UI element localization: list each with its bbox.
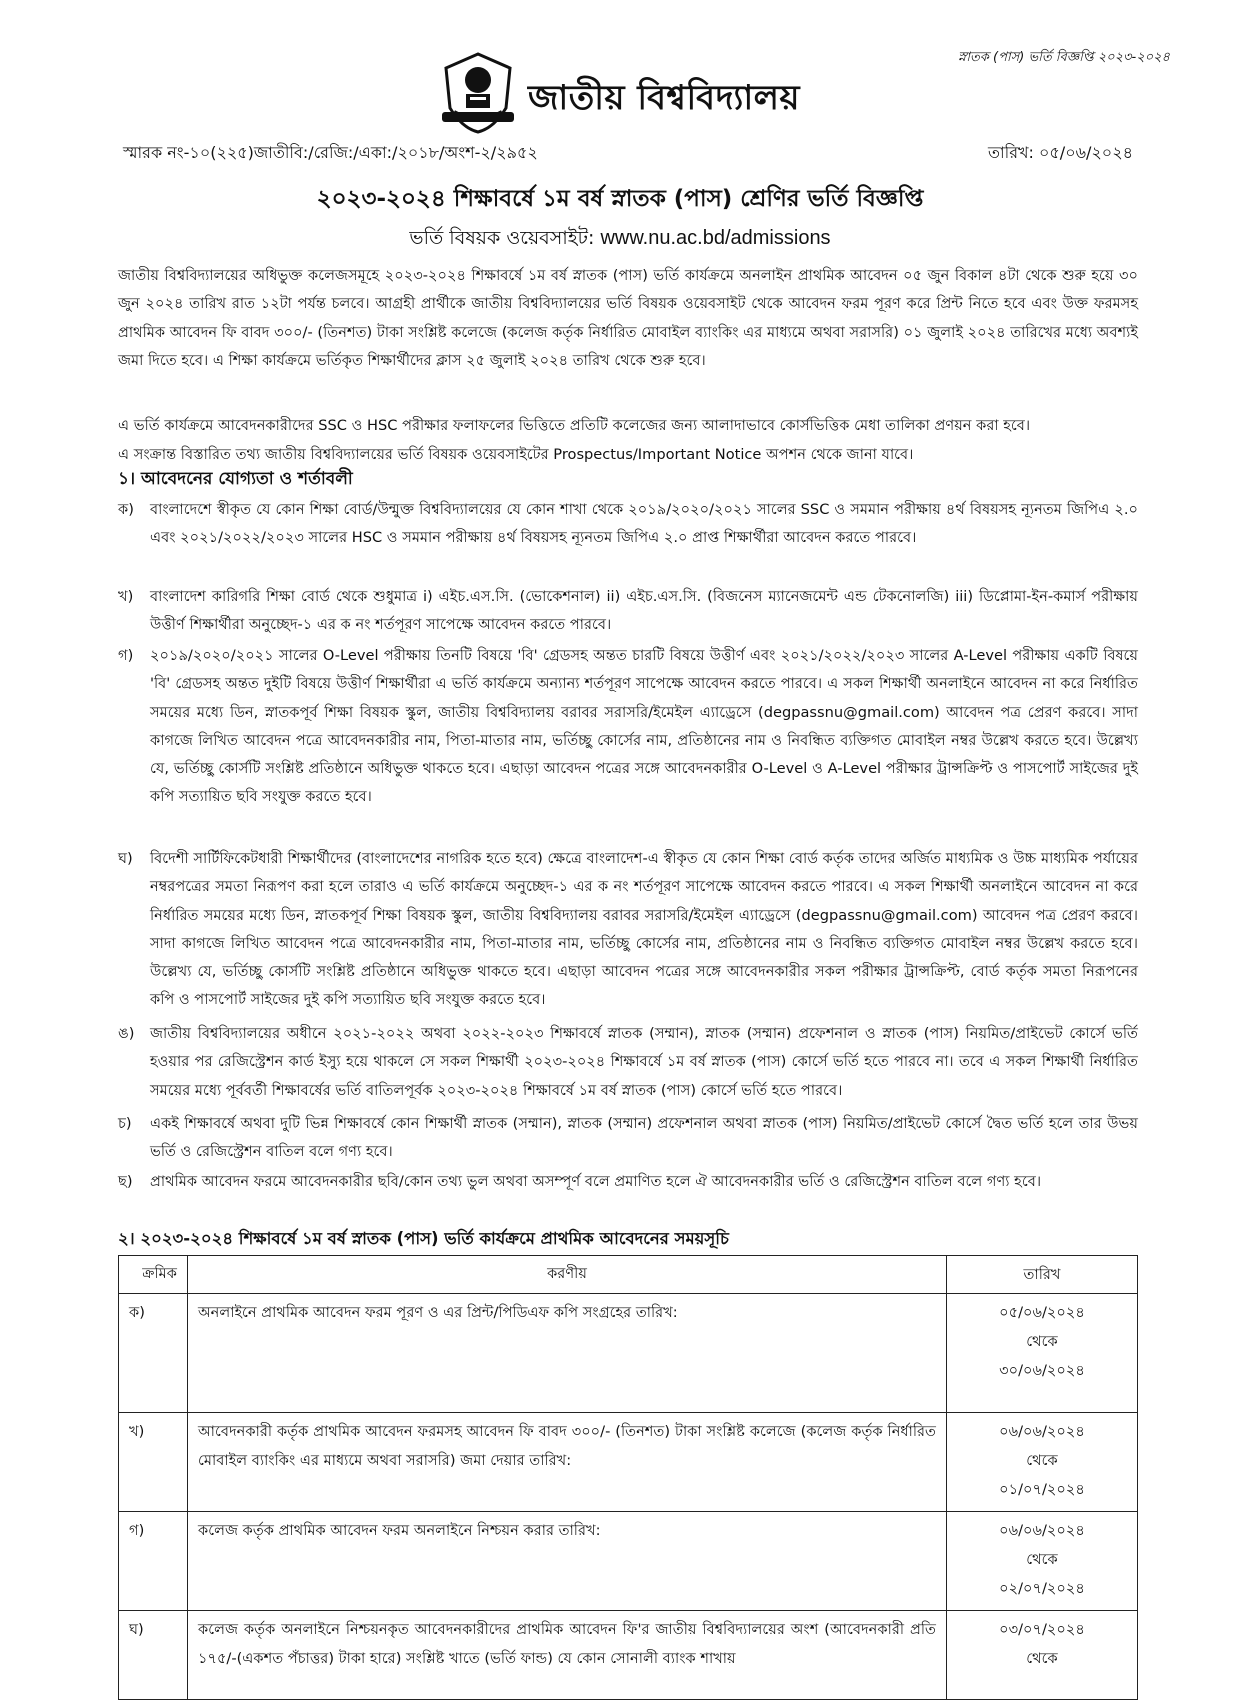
- condition-text: বিদেশী সার্টিফিকেটধারী শিক্ষার্থীদের (বাংলাদেশের নাগরিক হতে হবে) ক্ষেত্রে বাংলাদেশ-এ স্বীকৃত যে কোন শিক্ষা বোর্ড কর্তৃক তাদের অর্জিত মাধ্যমিক ও উচ্চ মাধ্যমিক পর্যায়ের নম্বরপত্রের সমতা নিরূপণ করা হলে তারাও এ ভর্তি কার্যক্রমে অনুচ্ছেদ-১ এর ক নং শর্তপূরণ সাপেক্ষে আবেদন করতে পারবে। এ সকল শিক্ষার্থী অনলাইনে আবেদন না করে নির্ধারিত সময়ের মধ্যে ডিন, স্নাতকপূর্ব শিক্ষা বিষয়ক স্কুল, জাতীয় বিশ্ববিদ্যালয় বরাবর সরাসরি/ইমেইল এ্যাড্রেসে (degpassnu@gmail.com) আবেদন পত্র প্রেরণ করবে। সাদা কাগজে লিখিত আবেদন পত্রে আবেদনকারীর নাম, পিতা-মাতার নাম, ভর্তিচ্ছু কোর্সের নাম, প্রতিষ্ঠানের নাম ও নিবন্ধিত ব্যক্তিগত মোবাইল নম্বর উল্লেখ করতে হবে। উল্লেখ্য যে, ভর্তিচ্ছু কোর্সটি সংশ্লিষ্ট প্রতিষ্ঠানে অধিভুক্ত থাকতে হবে। এছাড়া আবেদন পত্রের সঙ্গে আবেদনকারীর সকল পরীক্ষার ট্রান্সক্রিপ্ট, বোর্ড কর্তৃক সমতা নিরূপনের কপি ও পাসপোর্ট সাইজের দুই কপি সত্যায়িত ছবি সংযুক্ত করতে হবে।: [150, 850, 1138, 1009]
- condition-text: জাতীয় বিশ্ববিদ্যালয়ের অধীনে ২০২১-২০২২ অথবা ২০২২-২০২৩ শিক্ষাবর্ষে স্নাতক (সম্মান), স্নাতক (সম্মান) প্রফেশনাল ও স্নাতক (পাস) নিয়মিত/প্রাইভেট কোর্সে ভর্তি হওয়ার পর রেজিস্ট্রেশন কার্ড ইস্যু হয়ে থাকলে সে সকল শিক্ষার্থী ২০২৩-২০২৪ শিক্ষাবর্ষে ১ম বর্ষ স্নাতক (পাস) কোর্সে ভর্তি হতে পারবে না। তবে এ সকল শিক্ষার্থী নির্ধারিত সময়ের মধ্যে পূর্ববর্তী শিক্ষাবর্ষের ভর্তি বাতিলপূর্বক ২০২৩-২০২৪ শিক্ষাবর্ষে ১ম বর্ষ স্নাতক (পাস) কোর্সে ভর্তি হতে পারবে।: [150, 1025, 1138, 1099]
- university-name: জাতীয় বিশ্ববিদ্যালয়: [528, 78, 801, 118]
- section-heading-schedule: ২। ২০২৩-২০২৪ শিক্ষাবর্ষে ১ম বর্ষ স্নাতক (পাস) ভর্তি কার্যক্রমে প্রাথমিক আবেদনের সময়সূচি: [118, 1229, 729, 1248]
- date-from: ০৫/০৬/২০২৪: [999, 1304, 1085, 1321]
- intro-paragraph: জাতীয় বিশ্ববিদ্যালয়ের অধিভুক্ত কলেজসমূহে ২০২৩-২০২৪ শিক্ষাবর্ষে ১ম বর্ষ স্নাতক (পাস) ভর্তি কার্যক্রমে অনলাইন প্রাথমিক আবেদন ০৫ জুন বিকাল ৪টা থেকে শুরু হয়ে ৩০ জুন ২০২৪ তারিখ রাত ১২টা পর্যন্ত চলবে। আগ্রহী প্রার্থীকে জাতীয় বিশ্ববিদ্যালয়ের ভর্তি বিষয়ক ওয়েবসাইট থেকে আবেদন ফরম পূরণ করে প্রিন্ট নিতে হবে এবং উক্ত ফরমসহ প্রাথমিক আবেদন ফি বাবদ ৩০০/- (তিনশত) টাকা সংশ্লিষ্ট কলেজে (কলেজ কর্তৃক নির্ধারিত মোবাইল ব্যাংকিং এর মাধ্যমে অথবা সরাসরি) ০১ জুলাই ২০২৪ তারিখের মধ্যে অবশ্যই জমা দিতে হবে। এ শিক্ষা কার্যক্রমে ভর্তিকৃত শিক্ষার্থীদের ক্লাস ২৫ জুলাই ২০২৪ তারিখ থেকে শুরু হবে।: [118, 267, 1138, 369]
- website-line: [0, 224, 1240, 256]
- date-to: ০২/০৭/২০২৪: [999, 1580, 1085, 1597]
- website-url: www.nu.ac.bd/admissions: [600, 227, 831, 249]
- row-serial: খ): [119, 1413, 188, 1512]
- condition-item: [118, 1168, 1138, 1196]
- condition-item: [118, 496, 1138, 553]
- website-label: ভর্তি বিষয়ক ওয়েবসাইট:: [409, 227, 595, 249]
- table-row: [119, 1611, 1138, 1700]
- condition-item: [118, 1020, 1138, 1105]
- memo-row: [123, 140, 1133, 167]
- condition-marker: চ): [118, 1115, 132, 1132]
- details-paragraph: এ সংক্রান্ত বিস্তারিত তথ্য জাতীয় বিশ্ববিদ্যালয়ের ভর্তি বিষয়ক ওয়েবসাইটের Prospectus/Important Notice অপশন থেকে জানা যাবে।: [118, 446, 914, 463]
- date-from: ০৬/০৬/২০২৪: [999, 1423, 1085, 1440]
- condition-item: [118, 845, 1138, 1015]
- row-date-range: [947, 1611, 1138, 1700]
- merit-list-paragraph: এ ভর্তি কার্যক্রমে আবেদনকারীদের SSC ও HSC পরীক্ষার ফলাফলের ভিত্তিতে প্রতিটি কলেজের জন্য আলাদাভাবে কোর্সভিত্তিক মেধা তালিকা প্রণয়ন করা হবে।: [118, 417, 1031, 434]
- memo-number: স্মারক নং-১০(২২৫)জাতীবি:/রেজি:/একা:/২০১৮/অংশ-২/২৯৫২: [123, 143, 538, 162]
- condition-item: [118, 1110, 1138, 1167]
- date-separator: থেকে: [1026, 1551, 1058, 1568]
- condition-marker: ঙ): [118, 1025, 135, 1042]
- row-action: কলেজ কর্তৃক প্রাথমিক আবেদন ফরম অনলাইনে নিশ্চয়ন করার তারিখ:: [188, 1512, 947, 1611]
- condition-text: বাংলাদেশে স্বীকৃত যে কোন শিক্ষা বোর্ড/উন্মুক্ত বিশ্ববিদ্যালয়ের যে কোন শাখা থেকে ২০১৯/২০২০/২০২১ সালের SSC ও সমমান পরীক্ষায় ৪র্থ বিষয়সহ ন্যূনতম জিপিএ ২.০ এবং ২০২১/২০২২/২০২৩ সালের HSC ও সমমান পরীক্ষায় ৪র্থ বিষয়সহ ন্যূনতম জিপিএ ২.০ প্রাপ্ত শিক্ষার্থীরা আবেদন করতে পারবে।: [150, 501, 1138, 547]
- row-action: অনলাইনে প্রাথমিক আবেদন ফরম পূরণ ও এর প্রিন্ট/পিডিএফ কপি সংগ্রহের তারিখ:: [188, 1294, 947, 1413]
- letterhead: [0, 40, 1240, 135]
- column-header-serial: ক্রমিক: [119, 1256, 188, 1294]
- condition-marker: ঘ): [118, 850, 133, 867]
- condition-item: [118, 642, 1138, 812]
- table-row: [119, 1294, 1138, 1413]
- condition-text: একই শিক্ষাবর্ষে অথবা দুটি ভিন্ন শিক্ষাবর্ষে কোন শিক্ষার্থী স্নাতক (সম্মান), স্নাতক (সম্মান) প্রফেশনাল অথবা স্নাতক (পাস) নিয়মিত/প্রাইভেট কোর্সে দ্বৈত ভর্তি হলে তার উভয় ভর্তি ও রেজিস্ট্রেশন বাতিল বলে গণ্য হবে।: [150, 1115, 1138, 1161]
- date-separator: থেকে: [1026, 1650, 1058, 1667]
- condition-item: [118, 583, 1138, 640]
- condition-marker: ক): [118, 501, 134, 518]
- condition-marker: খ): [118, 588, 134, 605]
- notice-date: তারিখ: ০৫/০৬/২০২৪: [988, 143, 1133, 162]
- corner-note: স্নাতক (পাস) ভর্তি বিজ্ঞপ্তি ২০২৩-২০২৪: [958, 50, 1170, 65]
- date-to: ০১/০৭/২০২৪: [999, 1481, 1085, 1498]
- column-header-action: করণীয়: [188, 1256, 947, 1294]
- university-logo-icon: [440, 50, 516, 134]
- row-serial: ক): [119, 1294, 188, 1413]
- row-serial: ঘ): [119, 1611, 188, 1700]
- table-row: [119, 1512, 1138, 1611]
- condition-text: বাংলাদেশ কারিগরি শিক্ষা বোর্ড থেকে শুধুমাত্র i) এইচ.এস.সি. (ভোকেশনাল) ii) এইচ.এস.সি. (বিজনেস ম্যানেজমেন্ট এন্ড টেকনোলজি) iii) ডিপ্লোমা-ইন-কমার্স পরীক্ষায় উত্তীর্ণ শিক্ষার্থীরা অনুচ্ছেদ-১ এর ক নং শর্তপূরণ সাপেক্ষে আবেদন করতে পারবে।: [150, 588, 1138, 634]
- table-row: [119, 1413, 1138, 1512]
- condition-text: প্রাথমিক আবেদন ফরমে আবেদনকারীর ছবি/কোন তথ্য ভুল অথবা অসম্পূর্ণ বলে প্রমাণিত হলে ঐ আবেদনকারীর ভর্তি ও রেজিস্ট্রেশন বাতিল বলে গণ্য হবে।: [150, 1173, 1042, 1190]
- row-serial: গ): [119, 1512, 188, 1611]
- notice-title: ২০২৩-২০২৪ শিক্ষাবর্ষে ১ম বর্ষ স্নাতক (পাস) শ্রেণির ভর্তি বিজ্ঞপ্তি: [316, 186, 924, 212]
- condition-marker: ছ): [118, 1173, 133, 1190]
- condition-text: ২০১৯/২০২০/২০২১ সালের O-Level পরীক্ষায় তিনটি বিষয়ে 'বি' গ্রেডসহ অন্তত চারটি বিষয়ে উত্তীর্ণ এবং ২০২১/২০২২/২০২৩ সালের A-Level পরীক্ষায় একটি বিষয়ে 'বি' গ্রেডসহ অন্তত দুইটি বিষয়ে উত্তীর্ণ শিক্ষার্থীরা এ ভর্তি কার্যক্রমে অন্যান্য শর্তপূরণ সাপেক্ষে আবেদন করতে পারবে। এ সকল শিক্ষার্থী অনলাইনে আবেদন না করে নির্ধারিত সময়ের মধ্যে ডিন, স্নাতকপূর্ব শিক্ষা বিষয়ক স্কুল, জাতীয় বিশ্ববিদ্যালয় বরাবর সরাসরি/ইমেইল এ্যাড্রেসে (degpassnu@gmail.com) আবেদন পত্র প্রেরণ করবে। সাদা কাগজে লিখিত আবেদন পত্রে আবেদনকারীর নাম, পিতা-মাতার নাম, ভর্তিচ্ছু কোর্সের নাম, প্রতিষ্ঠানের নাম ও নিবন্ধিত ব্যক্তিগত মোবাইল নম্বর উল্লেখ করতে হবে। উল্লেখ্য যে, ভর্তিচ্ছু কোর্সটি সংশ্লিষ্ট প্রতিষ্ঠানে অধিভুক্ত থাকতে হবে। এছাড়া আবেদন পত্রের সঙ্গে আবেদনকারীর O-Level ও A-Level পরীক্ষার ট্রান্সক্রিপ্ট ও পাসপোর্ট সাইজের দুই কপি সত্যায়িত ছবি সংযুক্ত করতে হবে।: [150, 647, 1138, 806]
- date-separator: থেকে: [1026, 1333, 1058, 1350]
- row-date-range: [947, 1294, 1138, 1413]
- date-to: ৩০/০৬/২০২৪: [999, 1362, 1085, 1379]
- date-from: ০৩/০৭/২০২৪: [999, 1621, 1085, 1638]
- row-date-range: [947, 1413, 1138, 1512]
- table-header-row: [119, 1256, 1138, 1294]
- schedule-table: [118, 1255, 1138, 1700]
- row-action: আবেদনকারী কর্তৃক প্রাথমিক আবেদন ফরমসহ আবেদন ফি বাবদ ৩০০/- (তিনশত) টাকা সংশ্লিষ্ট কলেজে (কলেজ কর্তৃক নির্ধারিত মোবাইল ব্যাংকিং এর মাধ্যমে অথবা সরাসরি) জমা দেয়ার তারিখ:: [188, 1413, 947, 1512]
- date-separator: থেকে: [1026, 1452, 1058, 1469]
- date-from: ০৬/০৬/২০২৪: [999, 1522, 1085, 1539]
- column-header-date: তারিখ: [947, 1256, 1138, 1294]
- condition-marker: গ): [118, 647, 134, 664]
- row-action: কলেজ কর্তৃক অনলাইনে নিশ্চয়নকৃত আবেদনকারীদের প্রাথমিক আবেদন ফি'র জাতীয় বিশ্ববিদ্যালয়ের অংশ (আবেদনকারী প্রতি ১৭৫/-(একশত পঁচাত্তর) টাকা হারে) সংশ্লিষ্ট খাতে (ভর্তি ফান্ড) যে কোন সোনালী ব্যাংক শাখায়: [188, 1611, 947, 1700]
- row-date-range: [947, 1512, 1138, 1611]
- section-heading-eligibility: ১। আবেদনের যোগ্যতা ও শর্তাবলী: [118, 469, 353, 489]
